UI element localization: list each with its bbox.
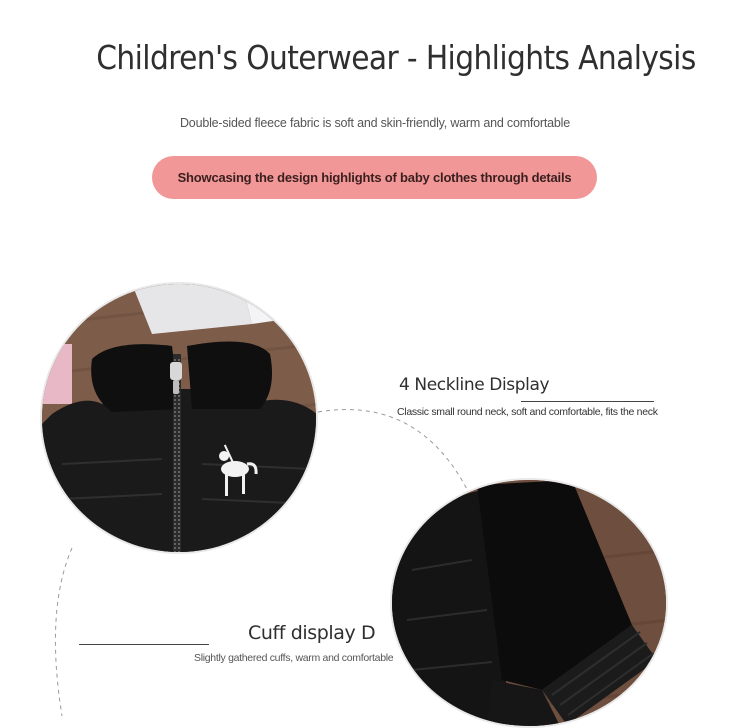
arc-neck-to-cuff [318, 410, 470, 495]
neckline-feature-description: Classic small round neck, soft and comfortable, fits the neck [397, 406, 658, 418]
arc-left-lower [55, 548, 72, 716]
neckline-feature-title: 4 Neckline Display [399, 375, 550, 395]
page-subtitle: Double-sided fleece fabric is soft and skin-friendly, warm and comfortable [179, 116, 571, 130]
neckline-divider [521, 401, 654, 402]
neckline-jacket-illustration [42, 284, 318, 554]
cuff-feature-title: Cuff display D [248, 622, 376, 644]
page-title: Children's Outerwear - Highlights Analysis [96, 38, 696, 77]
cuff-photo [390, 478, 668, 728]
cuff-jacket-illustration [392, 480, 668, 728]
cuff-feature-description: Slightly gathered cuffs, warm and comfortable [194, 652, 394, 664]
cuff-divider [79, 644, 209, 645]
highlight-banner-text: Showcasing the design highlights of baby clothes through details [177, 170, 572, 185]
neckline-photo [40, 282, 318, 554]
